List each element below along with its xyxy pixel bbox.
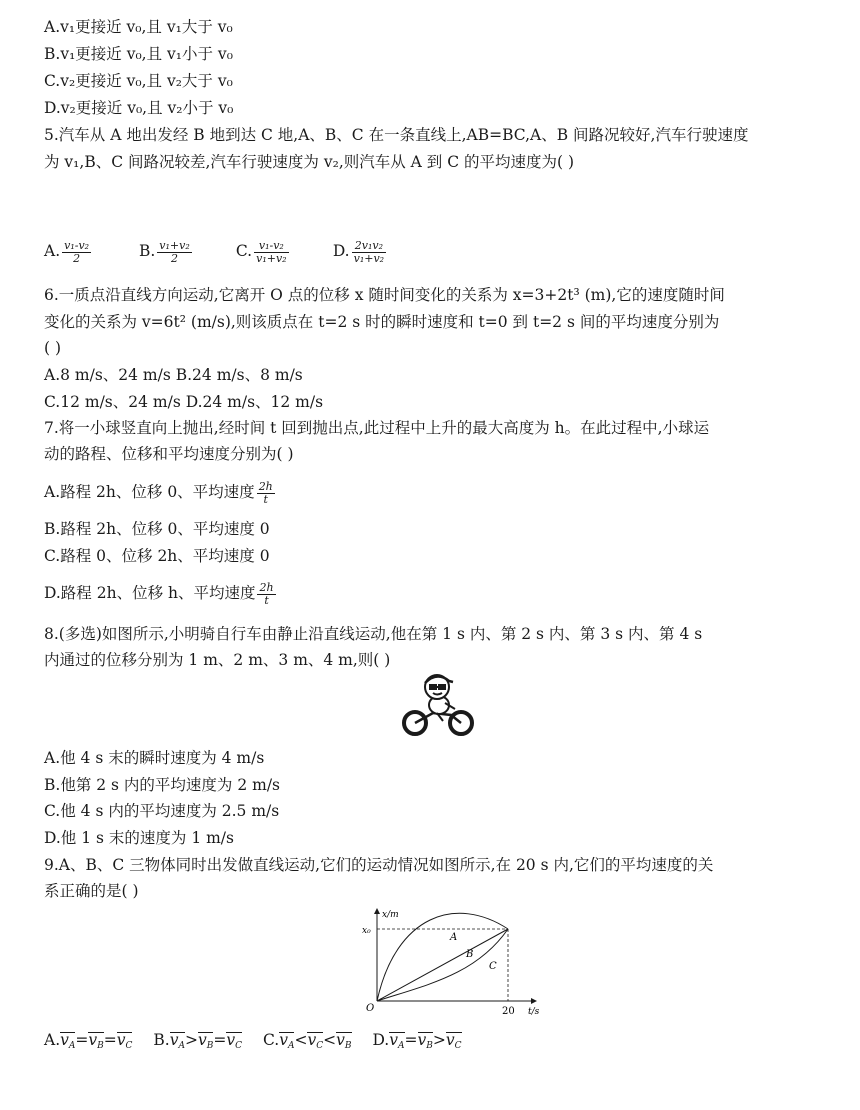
q5-opt-a-frac [62,240,91,265]
q5-opt-a-den: 2 [73,251,81,265]
q4-option-a: A.v₁更接近 v₀,且 v₁大于 v₀ [44,18,233,36]
q6-stem-line3: ( ) [44,339,62,357]
q5-opt-c-prefix: C. [235,242,253,260]
q5-opt-b-prefix: B. [138,242,156,260]
q9-opt-a: A.vA=vB=vC [44,1031,133,1051]
q8-option-c: C.他 4 s 内的平均速度为 2.5 m/s [44,802,280,820]
origin-label: O [366,1003,375,1014]
q5-opt-a-prefix: A. [44,242,61,260]
q9-opt-c: C.vA<vC<vB [262,1031,352,1051]
q7-option-d-frac [257,582,275,607]
q6-options-ab: A.8 m/s、24 m/s B.24 m/s、8 m/s [44,366,303,384]
q5-opt-b-frac [157,240,191,265]
q4-option-b: B.v₁更接近 v₀,且 v₁小于 v₀ [44,45,233,63]
curve-b-label: B [466,949,474,960]
curve-a-label: A [450,932,458,943]
q5-opt-c-num: v₁-v₂ [254,240,288,253]
q4-option-c: C.v₂更接近 v₀,且 v₂大于 v₀ [44,72,233,90]
q5-opt-d-prefix: D. [332,242,350,260]
q5-opt-b [139,237,231,265]
q5-opt-c [236,237,328,265]
q5-opt-d-num: 2v₁v₂ [352,240,386,253]
q7-option-d-text: D.路程 2h、位移 h、平均速度 [44,584,256,602]
q9-options [44,1029,462,1053]
q7-option-a-text: A.路程 2h、位移 0、平均速度 [44,483,255,501]
q7-opt-a-num: 2h [258,479,273,493]
q7-option-b: B.路程 2h、位移 0、平均速度 0 [44,520,270,538]
q5-opt-d [333,237,425,265]
q6-stem-line1: 6.一质点沿直线方向运动,它离开 O 点的位移 x 随时间变化的关系为 x=3+2t³ (m),它的速度随时间 [44,286,725,304]
q8-stem-line1: 8.(多选)如图所示,小明骑自行车由静止沿直线运动,他在第 1 s 内、第 2 s 内、第 3 s 内、第 4 s [44,625,703,643]
q5-opt-d-frac [352,240,386,265]
q5-options [44,237,425,265]
q5-stem-line1: 5.汽车从 A 地出发经 B 地到达 C 地,A、B、C 在一条直线上,AB=BC,A、B 间路况较好,汽车行驶速度 [44,126,749,144]
q7-option-a [44,477,277,507]
t20-label: 20 [502,1006,515,1017]
x-axis-label: t/s [528,1007,540,1017]
y-axis-label: x/m [382,910,399,920]
xt-graph [356,905,546,1017]
q8-option-d: D.他 1 s 末的速度为 1 m/s [44,829,234,847]
q7-option-c: C.路程 0、位移 2h、平均速度 0 [44,547,270,565]
cyclist-illustration [399,673,481,739]
curve-a [377,913,508,1001]
curve-c-label: C [489,961,497,972]
q7-stem-line1: 7.将一小球竖直向上抛出,经时间 t 回到抛出点,此过程中上升的最大高度为 h。在此过程中,小球运 [44,419,710,437]
q7-option-d [44,578,278,608]
q6-stem-line2: 变化的关系为 v=6t² (m/s),则该质点在 t=2 s 时的瞬时速度和 t=0 到 t=2 s 间的平均速度分别为 [44,313,720,331]
q7-opt-d-den: t [264,593,269,607]
q5-opt-d-den: v₁+v₂ [353,251,385,265]
q9-opt-b: B.vA>vB=vC [153,1031,243,1051]
q8-stem-line2: 内通过的位移分别为 1 m、2 m、3 m、4 m,则( ) [44,651,391,669]
q9-stem-line1: 9.A、B、C 三物体同时出发做直线运动,它们的运动情况如图所示,在 20 s 内,它们的平均速度的关 [44,856,714,874]
q4-option-d: D.v₂更接近 v₀,且 v₂小于 v₀ [44,99,234,117]
q5-opt-a-num: v₁-v₂ [64,238,90,252]
q5-opt-c-frac [254,240,288,265]
q5-opt-c-den: v₁+v₂ [256,251,287,265]
q5-opt-a [44,237,134,265]
q5-stem-line2: 为 v₁,B、C 间路况较差,汽车行驶速度为 v₂,则汽车从 A 到 C 的平均速度为( ) [44,153,575,171]
q9-opt-d: D.vA=vB>vC [372,1031,462,1051]
q8-option-b: B.他第 2 s 内的平均速度为 2 m/s [44,776,281,794]
x0-label: x₀ [362,926,371,936]
q8-option-a: A.他 4 s 末的瞬时速度为 4 m/s [44,749,265,767]
q7-opt-a-den: t [263,492,268,506]
q7-option-a-frac [257,481,275,506]
q5-opt-b-num: v₁+v₂ [159,238,190,252]
q7-opt-d-num: 2h [259,580,274,594]
q7-stem-line2: 动的路程、位移和平均速度分别为( ) [44,445,294,463]
q9-stem-line2: 系正确的是( ) [44,882,139,900]
q6-options-cd: C.12 m/s、24 m/s D.24 m/s、12 m/s [44,393,324,411]
q5-opt-b-den: 2 [171,251,178,265]
